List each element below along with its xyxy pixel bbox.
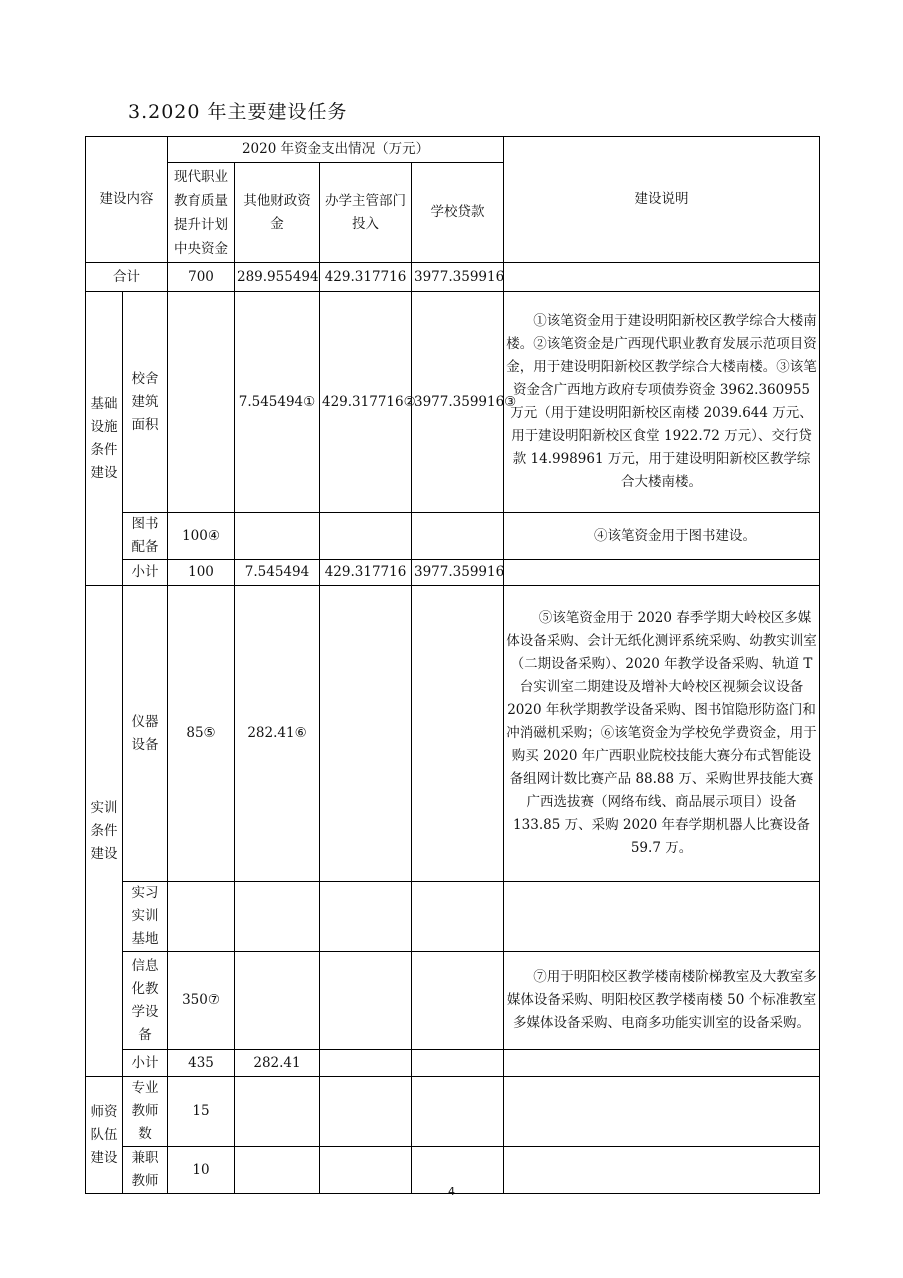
row-authority xyxy=(320,1050,412,1077)
section-heading: 3.2020 年主要建设任务 xyxy=(128,101,348,123)
row-loan xyxy=(412,1077,504,1147)
row-authority xyxy=(320,1077,412,1147)
table-row xyxy=(86,952,820,1050)
row-description: ⑦用于明阳校区教学楼南楼阶梯教室及大教室多媒体设备采购、明阳校区教学楼南楼 50 个标准教室多媒体设备采购、电商多功能实训室的设备采购。 xyxy=(504,952,820,1050)
row-central: 100 xyxy=(168,560,235,586)
row-description xyxy=(504,1077,820,1147)
table-row xyxy=(86,586,820,882)
row-item: 实习实训基地 xyxy=(123,882,168,952)
row-central: 100④ xyxy=(168,513,235,560)
row-central: 435 xyxy=(168,1050,235,1077)
row-other xyxy=(235,882,320,952)
row-central: 85⑤ xyxy=(168,586,235,882)
row-item: 信息化教学设备 xyxy=(123,952,168,1050)
row-loan: 3977.359916 xyxy=(412,560,504,586)
row-item: 图书配备 xyxy=(123,513,168,560)
table-row xyxy=(86,513,820,560)
row-loan xyxy=(412,952,504,1050)
category-faculty: 师资队伍建设 xyxy=(86,1077,123,1194)
total-central: 700 xyxy=(168,263,235,292)
row-authority: 429.317716② xyxy=(320,292,412,513)
row-description: ⑤该笔资金用于 2020 春季学期大岭校区多媒体设备采购、会计无纸化测评系统采购、幼教实训室（二期设备采购）、2020 年教学设备采购、轨道 T 台实训室二期建设及增补大岭校区视频会议设备 2020 年秋学期教学设备采购、图书馆隐形防盗门和冲消磁机采购；⑥该笔资金为学校免学费资金，用于购买 2020 年广西职业院校技能大赛分布式智能设备组网计数比赛产品 88.88 万、采购世界技能大赛广西选拔赛（网络布线、商品展示项目）设备 133.85 万、采购 2020 年春学期机器人比赛设备 59.7 万。 xyxy=(504,586,820,882)
row-central xyxy=(168,292,235,513)
row-item: 小计 xyxy=(123,560,168,586)
total-description xyxy=(504,263,820,292)
total-other: 289.955494 xyxy=(235,263,320,292)
header-description: 建设说明 xyxy=(504,137,820,263)
row-central xyxy=(168,882,235,952)
row-authority xyxy=(320,882,412,952)
row-loan: 3977.359916③ xyxy=(412,292,504,513)
row-authority xyxy=(320,952,412,1050)
row-central: 350⑦ xyxy=(168,952,235,1050)
category-training: 实训条件建设 xyxy=(86,586,123,1077)
row-other: 282.41⑥ xyxy=(235,586,320,882)
header-school-loan: 学校贷款 xyxy=(412,163,504,263)
header-central-funds: 现代职业教育质量提升计划中央资金 xyxy=(168,163,235,263)
subtotal-row xyxy=(86,1050,820,1077)
total-row xyxy=(86,263,820,292)
total-authority: 429.317716 xyxy=(320,263,412,292)
row-item: 专业教师数 xyxy=(123,1077,168,1147)
row-loan xyxy=(412,882,504,952)
row-authority xyxy=(320,586,412,882)
row-authority: 429.317716 xyxy=(320,560,412,586)
row-loan xyxy=(412,586,504,882)
category-infrastructure: 基础设施条件建设 xyxy=(86,292,123,586)
row-other: 7.545494 xyxy=(235,560,320,586)
row-central: 15 xyxy=(168,1077,235,1147)
row-authority xyxy=(320,513,412,560)
row-other xyxy=(235,1077,320,1147)
header-content: 建设内容 xyxy=(86,137,168,263)
row-other xyxy=(235,952,320,1050)
row-description: ①该笔资金用于建设明阳新校区教学综合大楼南楼。②该笔资金是广西现代职业教育发展示范项目资金，用于建设明阳新校区教学综合大楼南楼。③该笔资金含广西地方政府专项债券资金 3962.360955 万元（用于建设明阳新校区南楼 2039.644 万元、用于建设明阳新校区食堂 1922.72 万元）、交行贷款 14.998961 万元，用于建设明阳新校区教学综合大楼南楼。 xyxy=(504,292,820,513)
construction-tasks-table xyxy=(85,136,820,1194)
row-description xyxy=(504,560,820,586)
row-description: ④该笔资金用于图书建设。 xyxy=(504,513,820,560)
row-loan xyxy=(412,513,504,560)
table-header-row-1 xyxy=(86,137,820,163)
row-central: 10 xyxy=(168,1147,235,1194)
row-item: 仪器设备 xyxy=(123,586,168,882)
total-label: 合计 xyxy=(86,263,168,292)
row-loan xyxy=(412,1050,504,1077)
row-item: 小计 xyxy=(123,1050,168,1077)
total-loan: 3977.359916 xyxy=(412,263,504,292)
page-number: 4 xyxy=(448,1185,455,1198)
row-description xyxy=(504,1050,820,1077)
header-authority-investment: 办学主管部门投入 xyxy=(320,163,412,263)
row-other: 7.545494① xyxy=(235,292,320,513)
row-item: 兼职教师 xyxy=(123,1147,168,1194)
row-other xyxy=(235,513,320,560)
header-other-fiscal: 其他财政资金 xyxy=(235,163,320,263)
table-row xyxy=(86,292,820,513)
row-other: 282.41 xyxy=(235,1050,320,1077)
row-item: 校舍建筑面积 xyxy=(123,292,168,513)
row-description xyxy=(504,882,820,952)
table-row xyxy=(86,882,820,952)
subtotal-row xyxy=(86,560,820,586)
table-row xyxy=(86,1077,820,1147)
header-expenditure-group: 2020 年资金支出情况（万元） xyxy=(168,137,504,163)
